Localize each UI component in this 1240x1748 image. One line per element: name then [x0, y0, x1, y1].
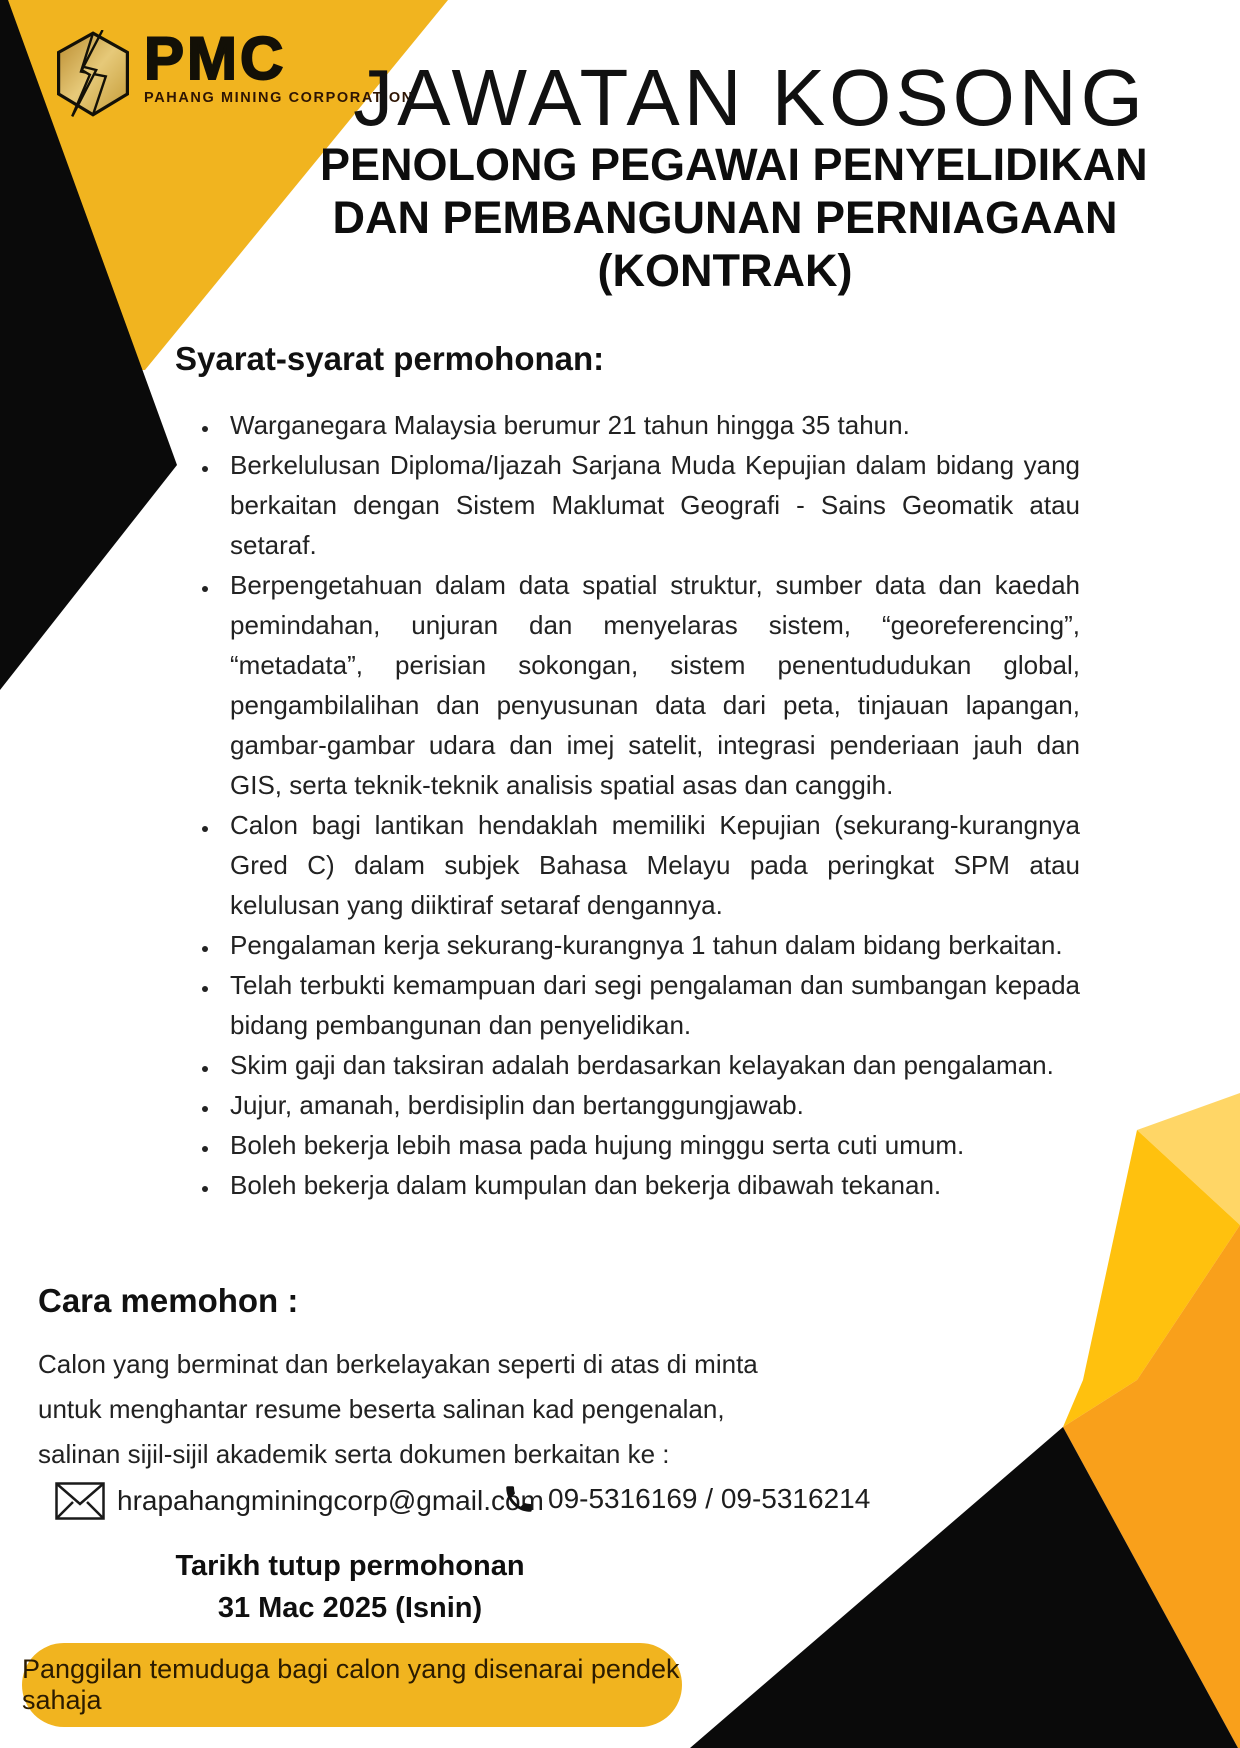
- phone-contact: [502, 1482, 870, 1516]
- requirement-item: • Berkelulusan Diploma/Ijazah Sarjana Muda Kepujian dalam bidang yang berkaitan dengan Sistem Maklumat Geografi - Sains Geomatik atau setaraf.: [220, 445, 1080, 565]
- logo-tagline: PAHANG MINING CORPORATION: [144, 90, 414, 106]
- email-contact: [55, 1482, 544, 1520]
- poster-title: JAWATAN KOSONG: [353, 53, 1147, 142]
- requirement-item: • Calon bagi lantikan hendaklah memiliki Kepujian (sekurang-kurangnya Gred C) dalam subjek Bahasa Melayu pada peringkat SPM atau kelulusan yang diiktiraf setaraf dengannya.: [220, 805, 1080, 925]
- requirement-item: • Skim gaji dan taksiran adalah berdasarkan kelayakan dan pengalaman.: [220, 1045, 1080, 1085]
- requirement-item: • Boleh bekerja dalam kumpulan dan bekerja dibawah tekanan.: [220, 1165, 1080, 1205]
- requirement-item: • Berpengetahuan dalam data spatial struktur, sumber data dan kaedah pemindahan, unjuran dan menyelaras sistem, “georeferencing”, “metadata”, perisian sokongan, sistem penentududukan global, pengambilalihan dan penyusunan data dari peta, tinjauan lapangan, gambar-gambar udara dan imej satelit, integrasi penderiaan jauh dan GIS, serta teknik-teknik analisis spatial asas dan canggih.: [220, 565, 1080, 805]
- footnote-pill: [22, 1643, 682, 1727]
- requirement-item: • Warganegara Malaysia berumur 21 tahun hingga 35 tahun.: [220, 405, 1080, 445]
- closing-date-block: [0, 1545, 700, 1629]
- phone-icon: [502, 1482, 536, 1516]
- closing-date-label: Tarikh tutup permohonan: [175, 1550, 525, 1582]
- requirements-list: [178, 405, 1080, 1205]
- logo-brand-text: PMC: [144, 25, 287, 92]
- requirement-item: • Boleh bekerja lebih masa pada hujung minggu serta cuti umum.: [220, 1125, 1080, 1165]
- phone-numbers: 09-5316169 / 09-5316214: [548, 1483, 871, 1514]
- requirement-item: • Telah terbukti kemampuan dari segi pengalaman dan sumbangan kepada bidang pembangunan dan penyelidikan.: [220, 965, 1080, 1045]
- requirement-item: • Jujur, amanah, berdisiplin dan bertanggungjawab.: [220, 1085, 1080, 1125]
- closing-date-value: 31 Mac 2025 (Isnin): [217, 1592, 483, 1624]
- how-to-apply-body: Calon yang berminat dan berkelayakan seperti di atas di minta untuk menghantar resume beserta salinan kad pengenalan, salinan sijil-sijil akademik serta dokumen berkaitan ke :: [38, 1349, 758, 1469]
- requirement-item: • Pengalaman kerja sekurang-kurangnya 1 tahun dalam bidang berkaitan.: [220, 925, 1080, 965]
- envelope-icon: [55, 1482, 105, 1520]
- pmc-logo-icon: [52, 30, 134, 118]
- position-line-1: PENOLONG PEGAWAI PENYELIDIKAN: [320, 139, 1148, 190]
- footnote-text: Panggilan temuduga bagi calon yang disenarai pendek sahaja: [22, 1654, 680, 1715]
- email-address: hrapahangminingcorp@gmail.com: [117, 1485, 544, 1516]
- position-line-2: DAN PEMBANGUNAN PERNIAGAAN: [332, 192, 1118, 243]
- requirements-heading: Syarat-syarat permohonan:: [175, 340, 605, 377]
- position-title: [320, 138, 1148, 297]
- position-line-3: (KONTRAK): [597, 245, 853, 296]
- how-to-apply-heading: Cara memohon :: [38, 1282, 299, 1319]
